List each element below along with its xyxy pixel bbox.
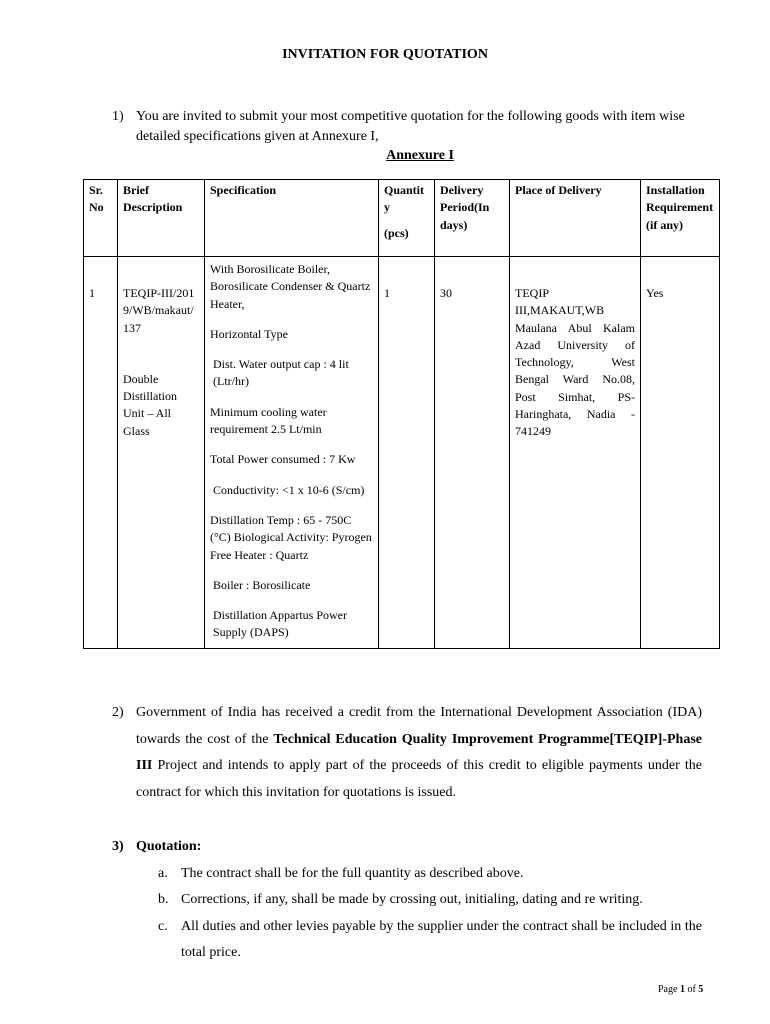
paragraph-2-text-end: Project and intends to apply part of the proceeds of this credit to eligible payments under the contract for which this invitation for quotations is issued. <box>136 758 702 800</box>
annexure-title: Annexure I <box>386 148 454 163</box>
paragraph-3-number: 3) <box>112 839 124 854</box>
paragraph-1-text: You are invited to submit your most competitive quotation for the following goods with item wise detailed specifications given at Annexure I, <box>136 109 685 144</box>
spec-line: Minimum cooling water requirement 2.5 Lt/min <box>210 404 327 437</box>
header-installation: Installation Requirement (if any) <box>641 180 720 257</box>
brief-code: TEQIP-III/2019/WB/makaut/137 <box>123 286 195 335</box>
page-word: Page <box>658 984 678 995</box>
current-page: 1 <box>679 984 685 995</box>
cell-quantity-value: 1 <box>384 286 390 300</box>
list-item <box>158 914 702 967</box>
paragraph-3-heading: Quotation: <box>136 839 202 854</box>
cell-sr-no-value: 1 <box>89 286 95 300</box>
cell-quantity <box>379 257 435 649</box>
cell-place-value: TEQIP III,MAKAUT,WB Maulana Abul Kalam Azad University of Technology, West Bengal Ward No.08, Post Simhat, PS- Haringhata, Nadia - 741249 <box>515 286 635 439</box>
spec-line: Distillation Appartus Power Supply (DAPS) <box>213 608 347 640</box>
header-brief-description: Brief Description <box>118 180 205 257</box>
list-item-text: Corrections, if any, shall be made by crossing out, initialing, dating and re writing. <box>181 892 643 907</box>
list-item-letter: a. <box>158 865 168 881</box>
document-title: INVITATION FOR QUOTATION <box>282 47 488 62</box>
header-quantity <box>379 180 435 257</box>
cell-installation <box>641 257 720 649</box>
list-item-letter: c. <box>158 918 168 934</box>
cell-delivery-value: 30 <box>440 286 452 300</box>
cell-specification <box>205 257 379 649</box>
header-delivery-period: Delivery Period(In days) <box>435 180 510 257</box>
table-header-row <box>84 180 720 257</box>
spec-line: Dist. Water output cap : 4 lit (Ltr/hr) <box>213 357 349 389</box>
list-item <box>158 887 702 914</box>
paragraph-2-programme-name: Technical Education Quality Improvement Programme[TEQIP]-Phase III <box>136 731 702 773</box>
paragraph-3 <box>112 834 702 967</box>
spec-line: Distillation Temp : 65 - 750C (°C) Biological Activity: Pyrogen Free Heater : Quartz <box>210 512 372 562</box>
paragraph-2-text-start: Government of India has received a credit from the International Development Association (IDA) towards the cost of the <box>136 705 702 747</box>
cell-installation-value: Yes <box>646 286 664 300</box>
cell-delivery-period <box>435 257 510 649</box>
spec-line: Boiler : Borosilicate <box>213 577 311 592</box>
paragraph-2-number: 2) <box>112 705 124 720</box>
cell-place-of-delivery <box>510 257 641 649</box>
of-word: of <box>687 984 696 995</box>
header-quantity-unit: (pcs) <box>384 225 409 240</box>
header-specification: Specification <box>205 180 379 257</box>
cell-sr-no <box>84 257 118 649</box>
paragraph-2-text <box>136 700 702 806</box>
spec-line: Total Power consumed : 7 Kw <box>210 452 356 467</box>
specification-table <box>83 179 720 649</box>
table-row <box>84 257 720 649</box>
spec-line: Conductivity: <1 x 10-6 (S/cm) <box>213 482 365 497</box>
header-sr-no: Sr. No <box>84 180 118 257</box>
paragraph-1 <box>112 107 712 147</box>
paragraph-1-number: 1) <box>112 109 124 124</box>
brief-name: Double Distillation Unit – All Glass <box>123 371 177 438</box>
page-number <box>658 984 703 995</box>
paragraph-2 <box>112 700 702 806</box>
spec-line: Horizontal Type <box>210 326 288 341</box>
spec-line: With Borosilicate Boiler, Borosilicate Condenser & Quartz Heater, <box>210 262 371 311</box>
cell-brief-description <box>118 257 205 649</box>
list-item <box>158 861 702 888</box>
header-place-of-delivery: Place of Delivery <box>510 180 641 257</box>
header-quantity-label: Quantity <box>384 183 425 215</box>
list-item-text: The contract shall be for the full quantity as described above. <box>181 865 524 881</box>
quotation-heading <box>112 834 702 861</box>
list-item-text: All duties and other levies payable by the supplier under the contract shall be included in the total price. <box>181 918 702 960</box>
list-item-letter: b. <box>158 892 169 907</box>
total-pages: 5 <box>698 984 704 995</box>
